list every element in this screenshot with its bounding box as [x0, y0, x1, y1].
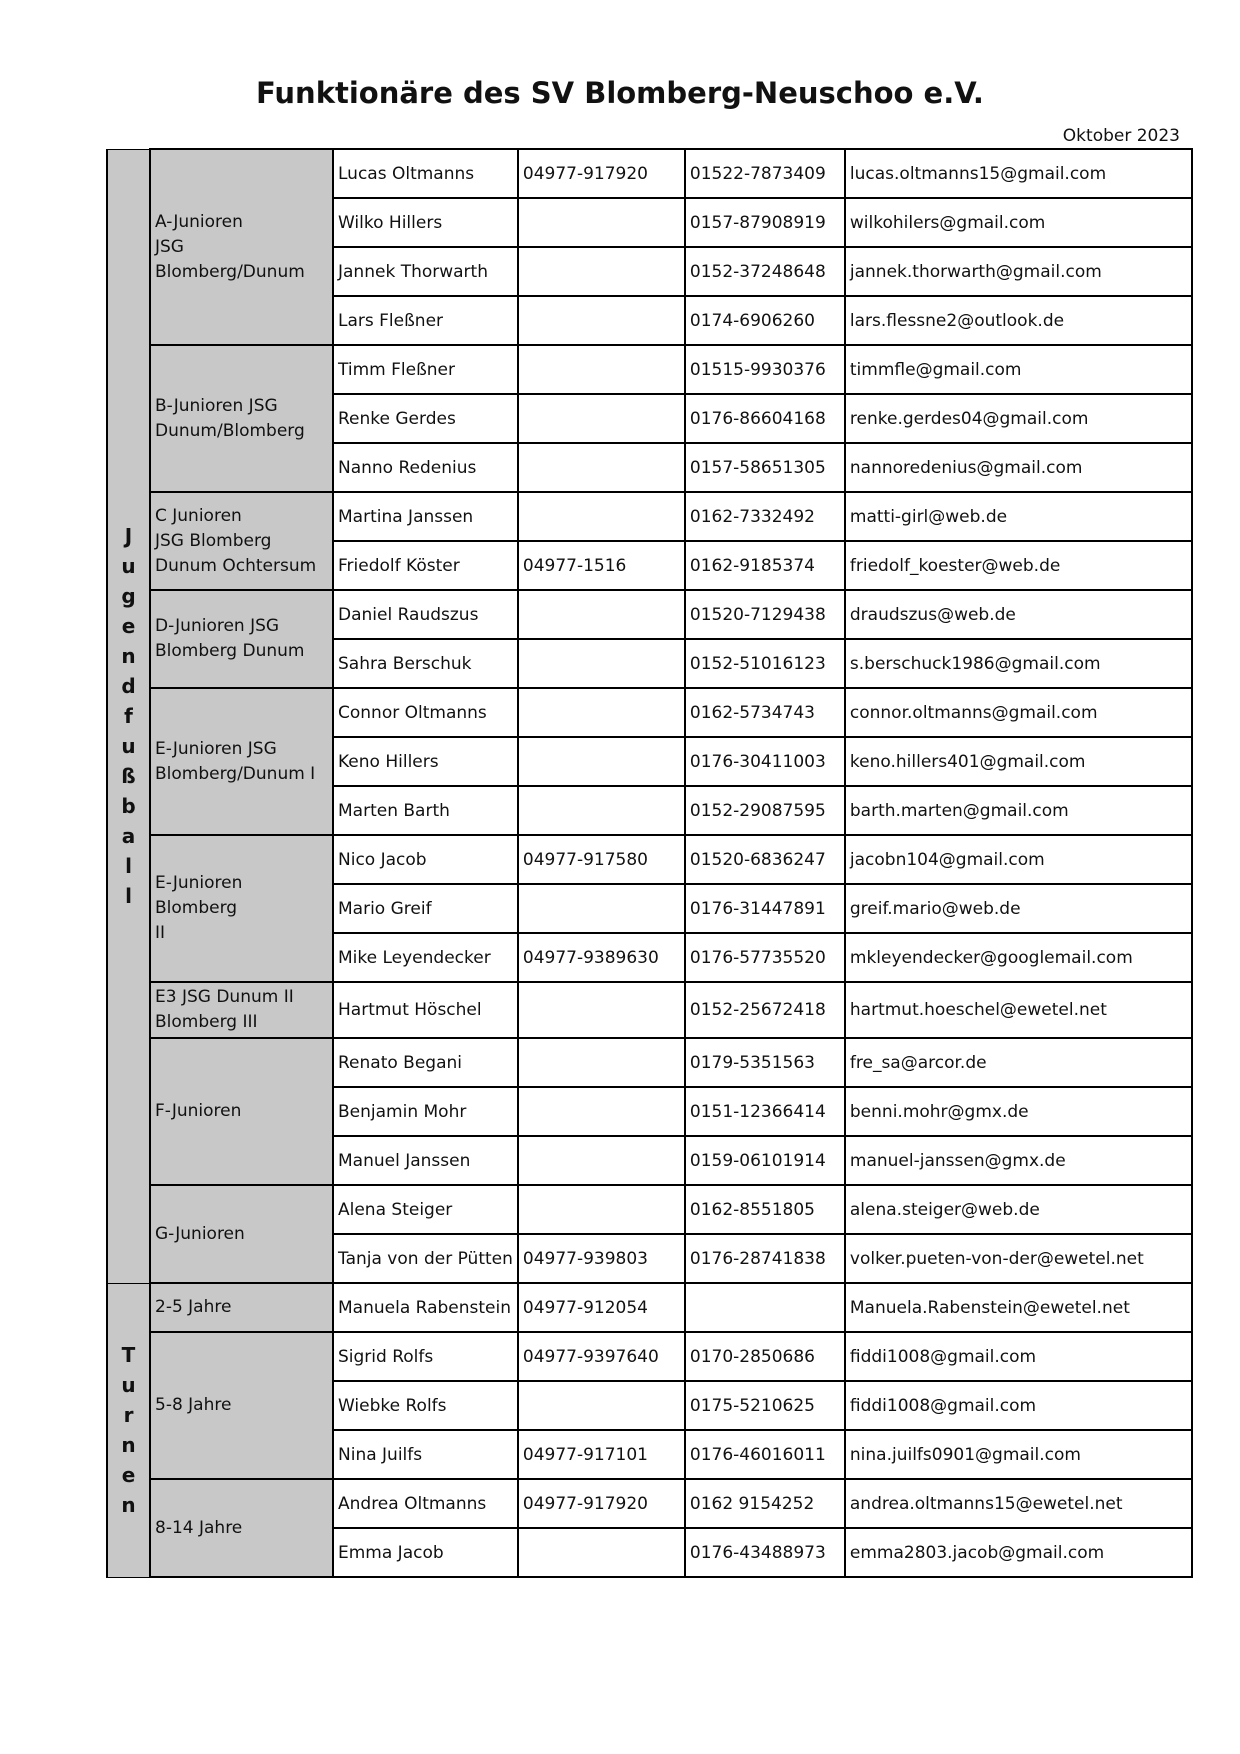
mobile-cell: 0174-6906260: [685, 296, 845, 345]
group-label: B-Junioren JSG Dunum/Blomberg: [150, 345, 333, 492]
email-cell[interactable]: manuel-janssen@gmx.de: [845, 1136, 1192, 1185]
email-cell[interactable]: volker.pueten-von-der@ewetel.net: [845, 1234, 1192, 1283]
table-row: [107, 149, 1192, 198]
phone-cell: [518, 492, 685, 541]
name-cell: Manuela Rabenstein: [333, 1283, 518, 1332]
email-cell[interactable]: jannek.thorwarth@gmail.com: [845, 247, 1192, 296]
phone-cell: [518, 296, 685, 345]
mobile-cell: 01515-9930376: [685, 345, 845, 394]
mobile-cell: 0176-86604168: [685, 394, 845, 443]
group-label: 2-5 Jahre: [150, 1283, 333, 1332]
name-cell: Connor Oltmanns: [333, 688, 518, 737]
email-cell[interactable]: nina.juilfs0901@gmail.com: [845, 1430, 1192, 1479]
table-row: [107, 590, 1192, 639]
phone-cell: 04977-917920: [518, 149, 685, 198]
email-cell[interactable]: fiddi1008@gmail.com: [845, 1381, 1192, 1430]
section-label-text: T u r n e n: [121, 1343, 136, 1517]
email-cell[interactable]: fre_sa@arcor.de: [845, 1038, 1192, 1087]
email-cell[interactable]: wilkohilers@gmail.com: [845, 198, 1192, 247]
mobile-cell: 0176-30411003: [685, 737, 845, 786]
email-cell[interactable]: lars.flessne2@outlook.de: [845, 296, 1192, 345]
email-cell[interactable]: fiddi1008@gmail.com: [845, 1332, 1192, 1381]
phone-cell: [518, 982, 685, 1038]
name-cell: Manuel Janssen: [333, 1136, 518, 1185]
phone-cell: [518, 884, 685, 933]
phone-cell: [518, 590, 685, 639]
name-cell: Benjamin Mohr: [333, 1087, 518, 1136]
table-row: [107, 982, 1192, 1038]
phone-cell: [518, 688, 685, 737]
email-cell[interactable]: andrea.oltmanns15@ewetel.net: [845, 1479, 1192, 1528]
phone-cell: [518, 198, 685, 247]
group-label: G-Junioren: [150, 1185, 333, 1283]
phone-cell: [518, 1038, 685, 1087]
mobile-cell: 01520-7129438: [685, 590, 845, 639]
table-row: [107, 1479, 1192, 1528]
email-cell[interactable]: draudszus@web.de: [845, 590, 1192, 639]
email-cell[interactable]: alena.steiger@web.de: [845, 1185, 1192, 1234]
mobile-cell: 0162-8551805: [685, 1185, 845, 1234]
mobile-cell: 0162-7332492: [685, 492, 845, 541]
table-row: [107, 345, 1192, 394]
date-label: Oktober 2023: [1062, 126, 1180, 146]
email-cell[interactable]: friedolf_koester@web.de: [845, 541, 1192, 590]
email-cell[interactable]: matti-girl@web.de: [845, 492, 1192, 541]
mobile-cell: 01520-6836247: [685, 835, 845, 884]
name-cell: Sigrid Rolfs: [333, 1332, 518, 1381]
email-cell[interactable]: timmfle@gmail.com: [845, 345, 1192, 394]
email-cell[interactable]: keno.hillers401@gmail.com: [845, 737, 1192, 786]
mobile-cell: 0152-51016123: [685, 639, 845, 688]
phone-cell: [518, 443, 685, 492]
mobile-cell: 0176-28741838: [685, 1234, 845, 1283]
email-cell[interactable]: emma2803.jacob@gmail.com: [845, 1528, 1192, 1577]
mobile-cell: 0176-43488973: [685, 1528, 845, 1577]
name-cell: Nanno Redenius: [333, 443, 518, 492]
group-label: E-Junioren JSG Blomberg/Dunum I: [150, 688, 333, 835]
table-row: [107, 1332, 1192, 1381]
group-label: E3 JSG Dunum II Blomberg III: [150, 982, 333, 1038]
mobile-cell: 01522-7873409: [685, 149, 845, 198]
group-label: E-Junioren Blomberg II: [150, 835, 333, 982]
phone-cell: 04977-912054: [518, 1283, 685, 1332]
mobile-cell: 0176-57735520: [685, 933, 845, 982]
name-cell: Lars Fleßner: [333, 296, 518, 345]
table-row: [107, 1283, 1192, 1332]
mobile-cell: 0162-9185374: [685, 541, 845, 590]
phone-cell: [518, 786, 685, 835]
name-cell: Tanja von der Pütten: [333, 1234, 518, 1283]
name-cell: Sahra Berschuk: [333, 639, 518, 688]
mobile-cell: 0176-46016011: [685, 1430, 845, 1479]
name-cell: Mario Greif: [333, 884, 518, 933]
mobile-cell: 0176-31447891: [685, 884, 845, 933]
group-label: A-Junioren JSG Blomberg/Dunum: [150, 149, 333, 345]
mobile-cell: 0152-25672418: [685, 982, 845, 1038]
phone-cell: 04977-917101: [518, 1430, 685, 1479]
email-cell[interactable]: jacobn104@gmail.com: [845, 835, 1192, 884]
name-cell: Timm Fleßner: [333, 345, 518, 394]
mobile-cell: 0159-06101914: [685, 1136, 845, 1185]
mobile-cell: 0162 9154252: [685, 1479, 845, 1528]
section-label-text: J u g e n d f u ß b a l l: [121, 524, 136, 908]
group-label: F-Junioren: [150, 1038, 333, 1185]
group-label: 5-8 Jahre: [150, 1332, 333, 1479]
phone-cell: [518, 1136, 685, 1185]
phone-cell: [518, 737, 685, 786]
name-cell: Andrea Oltmanns: [333, 1479, 518, 1528]
group-label: D-Junioren JSG Blomberg Dunum: [150, 590, 333, 688]
phone-cell: 04977-939803: [518, 1234, 685, 1283]
officials-table: [106, 148, 1193, 1578]
name-cell: Martina Janssen: [333, 492, 518, 541]
phone-cell: 04977-9397640: [518, 1332, 685, 1381]
email-cell[interactable]: nannoredenius@gmail.com: [845, 443, 1192, 492]
name-cell: Nina Juilfs: [333, 1430, 518, 1479]
table-row: [107, 1185, 1192, 1234]
phone-cell: [518, 247, 685, 296]
email-cell[interactable]: s.berschuck1986@gmail.com: [845, 639, 1192, 688]
phone-cell: [518, 345, 685, 394]
phone-cell: [518, 1185, 685, 1234]
name-cell: Jannek Thorwarth: [333, 247, 518, 296]
mobile-cell: 0152-29087595: [685, 786, 845, 835]
mobile-cell: 0179-5351563: [685, 1038, 845, 1087]
name-cell: Emma Jacob: [333, 1528, 518, 1577]
name-cell: Marten Barth: [333, 786, 518, 835]
email-cell[interactable]: mkleyendecker@googlemail.com: [845, 933, 1192, 982]
mobile-cell: 0175-5210625: [685, 1381, 845, 1430]
mobile-cell: 0170-2850686: [685, 1332, 845, 1381]
mobile-cell: 0152-37248648: [685, 247, 845, 296]
name-cell: Wilko Hillers: [333, 198, 518, 247]
phone-cell: 04977-917920: [518, 1479, 685, 1528]
mobile-cell: 0157-87908919: [685, 198, 845, 247]
email-cell[interactable]: lucas.oltmanns15@gmail.com: [845, 149, 1192, 198]
name-cell: Friedolf Köster: [333, 541, 518, 590]
table-row: [107, 688, 1192, 737]
phone-cell: 04977-1516: [518, 541, 685, 590]
email-cell[interactable]: connor.oltmanns@gmail.com: [845, 688, 1192, 737]
page-title: Funktionäre des SV Blomberg-Neuschoo e.V.: [256, 76, 984, 110]
email-cell[interactable]: hartmut.hoeschel@ewetel.net: [845, 982, 1192, 1038]
mobile-cell: 0162-5734743: [685, 688, 845, 737]
name-cell: Lucas Oltmanns: [333, 149, 518, 198]
table-row: [107, 492, 1192, 541]
table-row: [107, 1038, 1192, 1087]
name-cell: Daniel Raudszus: [333, 590, 518, 639]
name-cell: Mike Leyendecker: [333, 933, 518, 982]
phone-cell: [518, 1528, 685, 1577]
section-label: [107, 1283, 150, 1577]
name-cell: Renato Begani: [333, 1038, 518, 1087]
email-cell[interactable]: Manuela.Rabenstein@ewetel.net: [845, 1283, 1192, 1332]
email-cell[interactable]: renke.gerdes04@gmail.com: [845, 394, 1192, 443]
name-cell: Keno Hillers: [333, 737, 518, 786]
phone-cell: [518, 639, 685, 688]
group-label: C Junioren JSG Blomberg Dunum Ochtersum: [150, 492, 333, 590]
mobile-cell: [685, 1283, 845, 1332]
email-cell[interactable]: benni.mohr@gmx.de: [845, 1087, 1192, 1136]
name-cell: Nico Jacob: [333, 835, 518, 884]
group-label: 8-14 Jahre: [150, 1479, 333, 1577]
phone-cell: [518, 394, 685, 443]
phone-cell: 04977-917580: [518, 835, 685, 884]
name-cell: Renke Gerdes: [333, 394, 518, 443]
email-cell[interactable]: barth.marten@gmail.com: [845, 786, 1192, 835]
name-cell: Wiebke Rolfs: [333, 1381, 518, 1430]
phone-cell: [518, 1381, 685, 1430]
mobile-cell: 0157-58651305: [685, 443, 845, 492]
phone-cell: [518, 1087, 685, 1136]
name-cell: Hartmut Höschel: [333, 982, 518, 1038]
name-cell: Alena Steiger: [333, 1185, 518, 1234]
email-cell[interactable]: greif.mario@web.de: [845, 884, 1192, 933]
mobile-cell: 0151-12366414: [685, 1087, 845, 1136]
section-label: [107, 149, 150, 1283]
table-row: [107, 835, 1192, 884]
phone-cell: 04977-9389630: [518, 933, 685, 982]
